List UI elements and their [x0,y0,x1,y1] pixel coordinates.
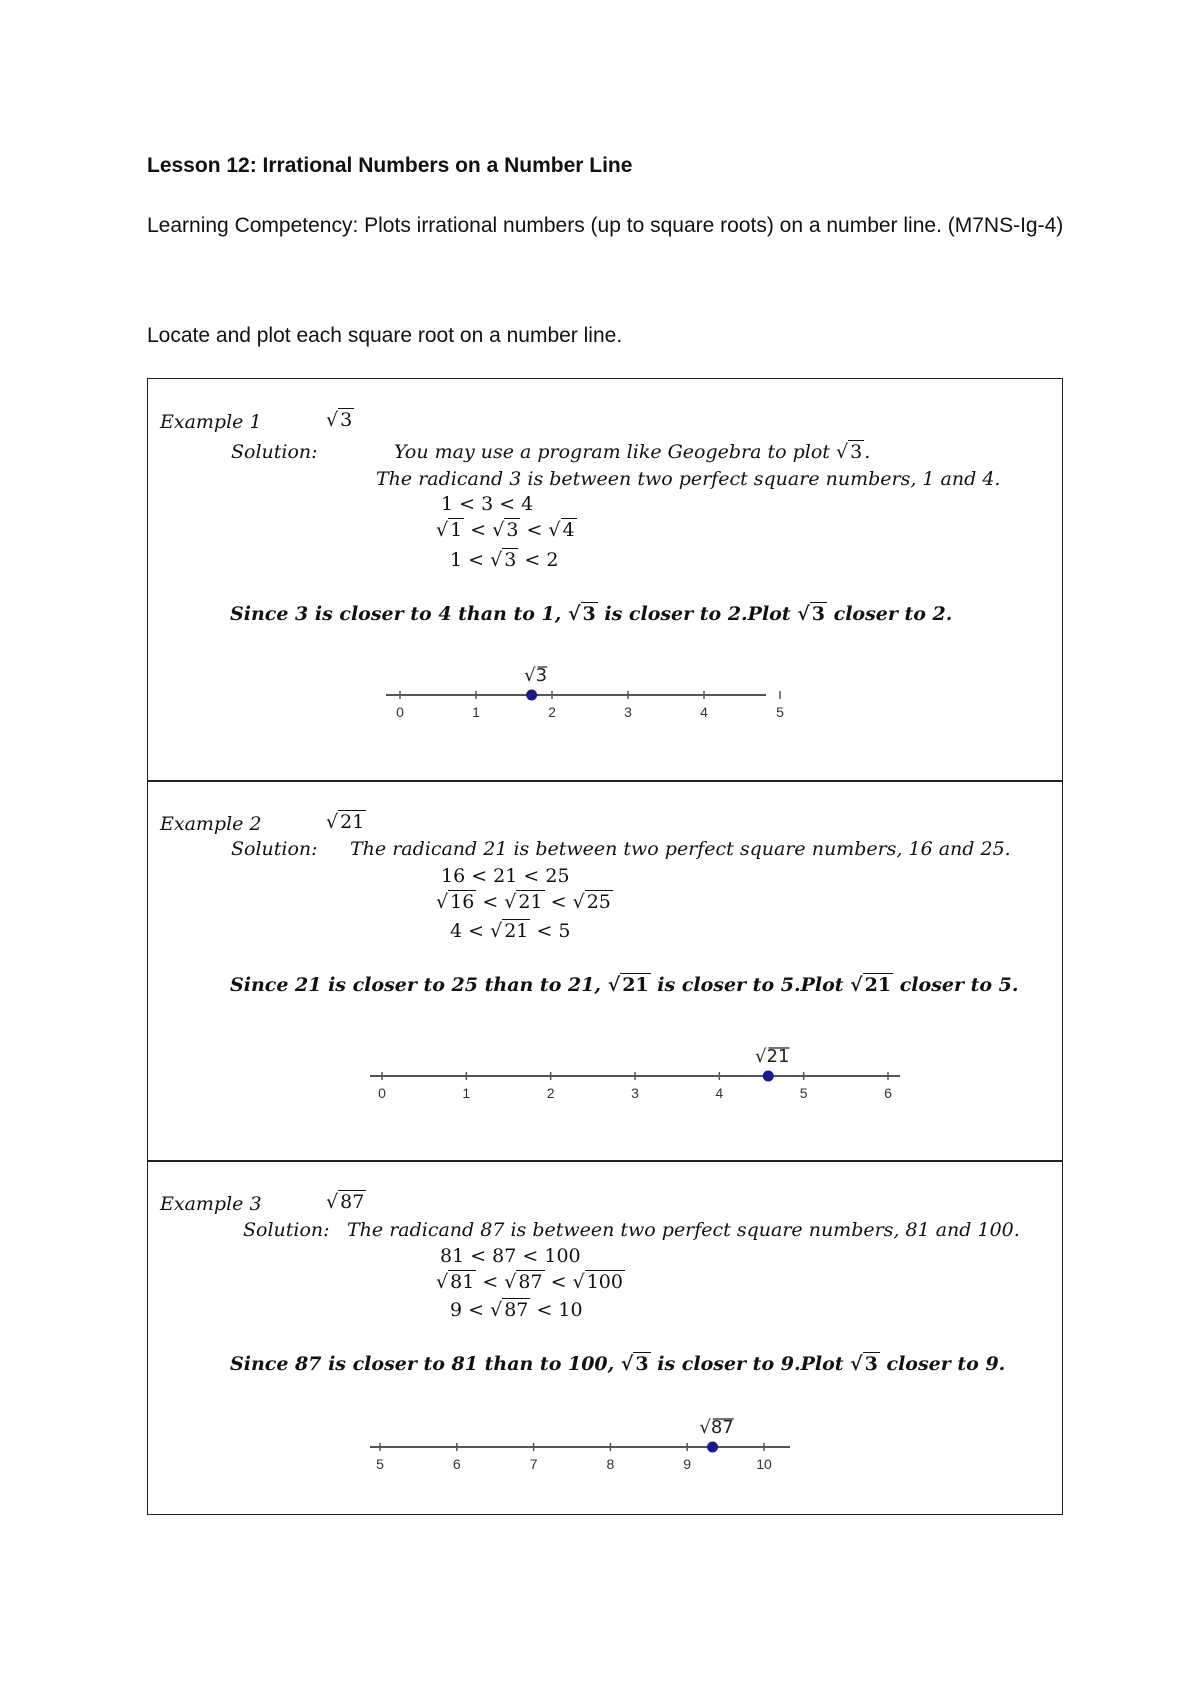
example-heading: Example 1 [160,411,262,433]
number-line-2 [370,1021,900,1121]
tick-label: 9 [683,1456,692,1472]
example-heading: Example 2 [160,813,262,835]
tick-label: 5 [799,1085,808,1101]
solution-line-2: The radicand 3 is between two perfect square numbers, 1 and 4. [376,468,1001,490]
tick-label: 1 [472,704,480,720]
example-3-box [147,1160,1063,1515]
inequality-1: 1 < 3 < 4 [441,493,534,515]
tick-label: 3 [624,704,632,720]
tick-label: 1 [462,1085,471,1101]
example-2-box [147,780,1063,1162]
inequality-2: √ 1 < √ 3 < √ 4 [436,519,575,541]
conclusion: Since 87 is closer to 81 than to 100, √ 3 is closer to 9.Plot √ 3 closer to 9. [230,1353,1006,1375]
lesson-title: Lesson 12: Irrational Numbers on a Number Line [147,154,633,177]
tick-label: 8 [606,1456,615,1472]
tick-label: 0 [378,1085,386,1101]
tick-label: 4 [715,1085,724,1101]
solution-line-1: You may use a program like Geogebra to plot √ 3 . [394,441,871,463]
example-radical: √ 87 [326,1191,365,1213]
learning-competency: Learning Competency: Plots irrational numbers (up to square roots) on a number line. (M7NS-Ig-4) [147,214,1064,237]
plotted-point [763,1071,774,1082]
conclusion: Since 21 is closer to 25 than to 21, √ 21 is closer to 5.Plot √ 21 closer to 5. [230,974,1019,996]
tick-label: 2 [546,1085,555,1101]
tick-label: 0 [396,704,404,720]
point-label: √87 [699,1417,734,1438]
example-1-box [147,378,1063,782]
tick-label: 6 [452,1456,461,1472]
tick-label: 6 [884,1085,892,1101]
tick-label: 4 [700,704,708,720]
solution-line-2: The radicand 87 is between two perfect square numbers, 81 and 100. [347,1219,1020,1241]
tick-label: 5 [776,704,784,720]
inequality-2: √ 16 < √ 21 < √ 25 [436,891,611,913]
tick-label: 5 [376,1456,384,1472]
solution-line-2: The radicand 21 is between two perfect square numbers, 16 and 25. [350,838,1011,860]
instruction: Locate and plot each square root on a number line. [147,324,623,347]
inequality-3: 9 < √ 87 < 10 [450,1299,583,1321]
tick-label: 3 [631,1085,639,1101]
point-label: √21 [755,1046,790,1067]
tick-label: 7 [529,1456,538,1472]
point-label: √3 [524,665,548,686]
inequality-1: 81 < 87 < 100 [440,1245,581,1267]
number-line-1 [386,649,784,739]
example-radical: √ 21 [326,811,365,833]
example-radical: √ 3 [326,409,353,431]
conclusion: Since 3 is closer to 4 than to 1, √ 3 is closer to 2.Plot √ 3 closer to 2. [230,603,953,625]
inequality-3: 4 < √ 21 < 5 [450,920,571,942]
inequality-2: √ 81 < √ 87 < √ 100 [436,1271,623,1293]
inequality-3: 1 < √ 3 < 2 [450,549,559,571]
solution-label: Solution: [231,441,318,463]
solution-label: Solution: [243,1219,330,1241]
inequality-1: 16 < 21 < 25 [441,865,570,887]
number-line-3 [370,1379,790,1479]
plotted-point [707,1442,718,1453]
tick-label: 2 [548,704,556,720]
example-heading: Example 3 [160,1193,262,1215]
plotted-point [526,690,537,701]
solution-label: Solution: [231,838,318,860]
tick-label: 10 [756,1456,772,1472]
